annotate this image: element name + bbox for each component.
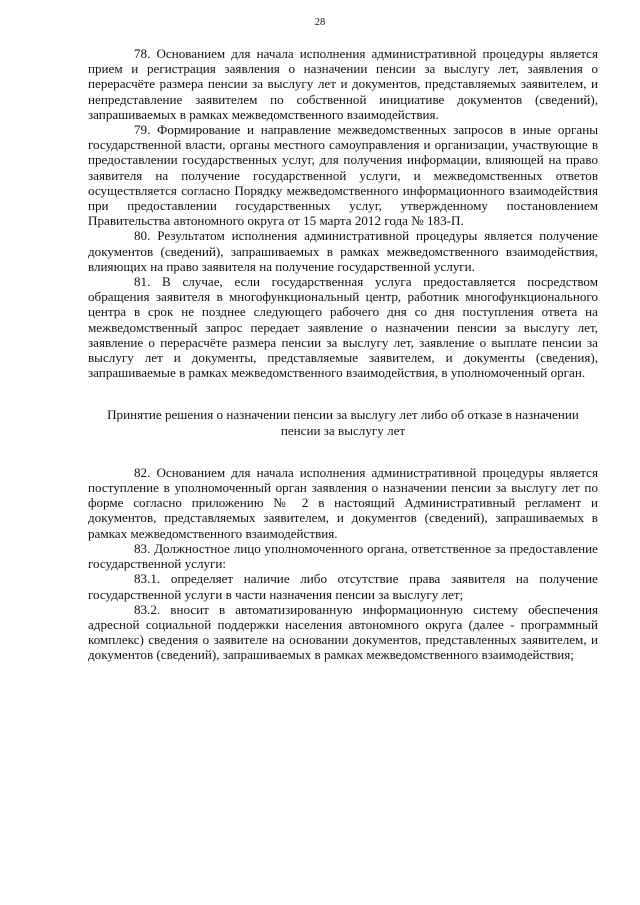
paragraph-83-1: 83.1. определяет наличие либо отсутствие права заявителя на получение государственной услуги в части назначения пенсии за выслугу лет; (88, 571, 598, 602)
section-heading: Принятие решения о назначении пенсии за выслугу лет либо об отказе в назначении пенсии за выслугу лет (107, 407, 579, 438)
paragraph-78: 78. Основанием для начала исполнения административной процедуры является прием и регистрация заявления о назначении пенсии за выслугу лет, заявления о перерасчёте размера пенсии за выслугу лет и документов, представляемых заявителем, и непредставление заявителем по собственной инициативе документов (сведений), запрашиваемых в рамках межведомственного взаимодействия. (88, 46, 598, 122)
paragraph-83-2: 83.2. вносит в автоматизированную информационную систему обеспечения адресной социальной поддержки населения автономного округа (далее - программный комплекс) сведения о заявителе на основании документов, представленных заявителем, и документов (сведений), запрашиваемых в рамках межведомственного взаимодействия; (88, 601, 598, 663)
paragraph-83: 83. Должностное лицо уполномоченного органа, ответственное за предоставление государственной услуги: (88, 540, 598, 572)
paragraph-82: 82. Основанием для начала исполнения административной процедуры является поступление в уполномоченный орган заявления о назначении пенсии за выслугу лет по форме согласно приложению № 2 в настоящий Административный регламент и документов, представляемых заявителем, и документов (сведений), запрашиваемых в рамках межведомственного взаимодействия. (88, 464, 598, 541)
paragraph-81: 81. В случае, если государственная услуга предоставляется посредством обращения заявителя в многофункциональный центр, работник многофункционального центра в срок не позднее следующего рабочего дня со дня поступления ответа на межведомственный запрос передает заявление о назначении пенсии за выслугу лет, заявление о перерасчёте размера пенсии за выслугу лет, заявление о выплате пенсии за выслугу лет и документы, представляемые заявителем, и документы (сведения), запрашиваемые в рамках межведомственного взаимодействия, в уполномоченный орган. (88, 274, 598, 381)
paragraph-80: 80. Результатом исполнения административной процедуры является получение документов (сведений), запрашиваемых в рамках межведомственного взаимодействия, влияющих на право заявителя на получение государственной услуги. (88, 228, 598, 274)
paragraph-79: 79. Формирование и направление межведомственных запросов в иные органы государственной власти, органы местного самоуправления и организации, участвующие в предоставлении государственных услуг, для получения информации, влияющей на право заявителя на получение государственной услуги, и межведомственных ответов осуществляется согласно Порядку межведомственного информационного взаимодействия при предоставлении государственных услуг, утвержденному постановлением Правительства автономного округа от 15 марта 2012 года № 183-П. (88, 122, 598, 229)
document-body (88, 46, 598, 663)
page-number: 28 (314, 17, 326, 28)
